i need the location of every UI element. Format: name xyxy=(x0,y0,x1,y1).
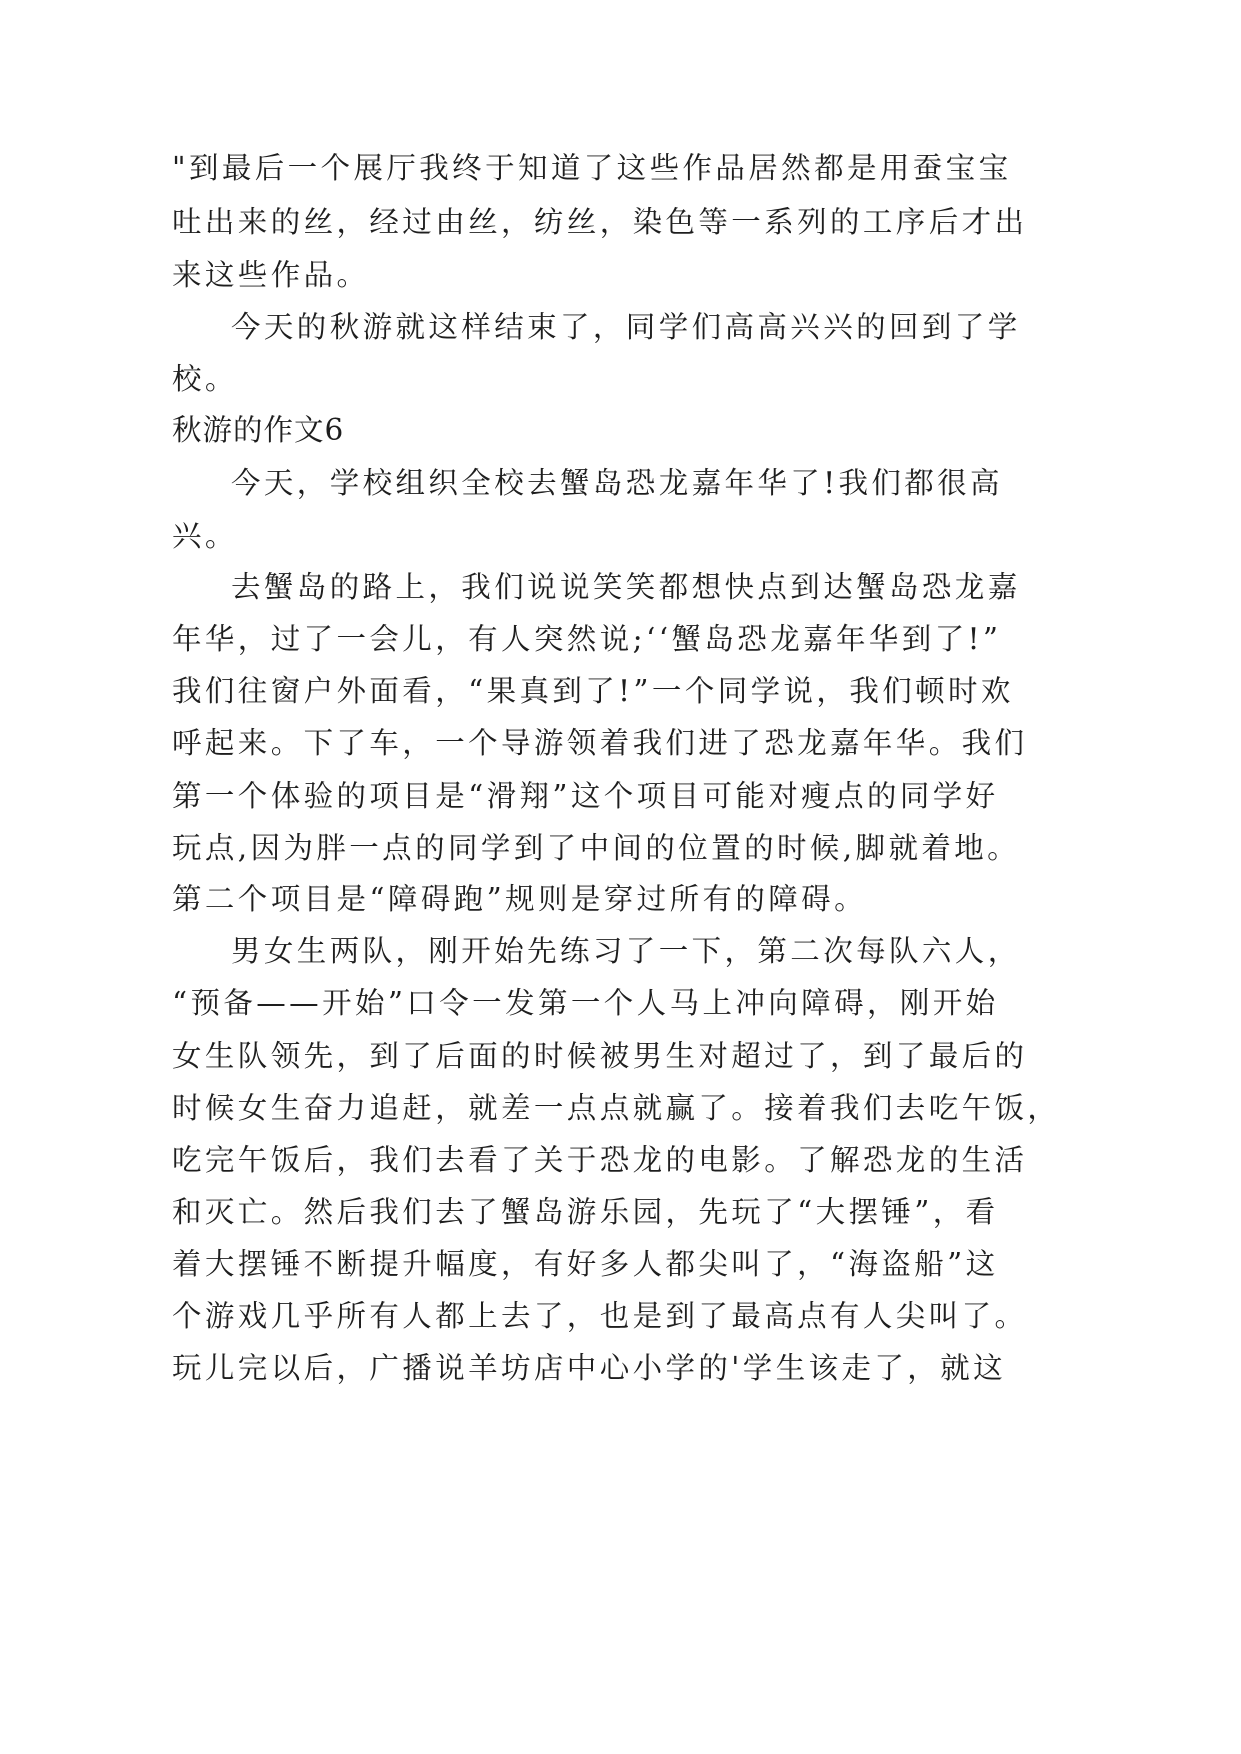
text-line xyxy=(0,350,1241,408)
line-text: 男女生两队，刚开始先练习了一下，第二次每队六人， xyxy=(231,934,1021,968)
text-line xyxy=(0,974,1241,1032)
line-text: 今天的秋游就这样结束了，同学们高高兴兴的回到了学 xyxy=(231,310,1021,344)
line-text: 吐出来的丝，经过由丝，纺丝，染色等一系列的工序后才出 xyxy=(172,205,1028,239)
text-line xyxy=(0,193,1241,251)
text-line xyxy=(0,1235,1241,1293)
line-text: 呼起来。下了车，一个导游领着我们进了恐龙嘉年华。我们 xyxy=(172,726,1028,760)
line-text: 第二个项目是“障碍跑”规则是穿过所有的障碍。 xyxy=(172,882,867,916)
text-line xyxy=(0,1183,1241,1241)
line-text: "到最后一个展厅我终于知道了这些作品居然都是用蚕宝宝 xyxy=(172,151,1012,185)
line-text: 个游戏几乎所有人都上去了，也是到了最高点有人尖叫了。 xyxy=(172,1299,1028,1333)
section-heading xyxy=(0,401,1241,459)
text-line xyxy=(0,454,1241,512)
line-text: 兴。 xyxy=(172,519,238,553)
text-line xyxy=(0,662,1241,720)
text-line xyxy=(0,1027,1241,1085)
text-line xyxy=(0,139,1241,197)
line-text: 吃完午饭后，我们去看了关于恐龙的电影。了解恐龙的生活 xyxy=(172,1143,1028,1177)
text-line xyxy=(0,1079,1241,1137)
line-text: “预备——开始”口令一发第一个人马上冲向障碍，刚开始 xyxy=(172,986,999,1020)
text-line xyxy=(0,558,1241,616)
line-text: 玩点,因为胖一点的同学到了中间的位置的时候,脚就着地。 xyxy=(172,831,1021,865)
line-text: 去蟹岛的路上，我们说说笑笑都想快点到达蟹岛恐龙嘉 xyxy=(231,570,1021,604)
line-text: 今天，学校组织全校去蟹岛恐龙嘉年华了!我们都很高 xyxy=(231,466,1003,500)
line-text: 和灭亡。然后我们去了蟹岛游乐园，先玩了“大摆锤”，看 xyxy=(172,1195,999,1229)
text-line xyxy=(0,714,1241,772)
line-text: 第一个体验的项目是“滑翔”这个项目可能对瘦点的同学好 xyxy=(172,779,999,813)
line-text: 时候女生奋力追赶，就差一点点就赢了。接着我们去吃午饭， xyxy=(172,1091,1061,1125)
text-line xyxy=(0,1339,1241,1397)
line-text: 校。 xyxy=(172,362,238,396)
text-line xyxy=(0,246,1241,304)
text-line xyxy=(0,1131,1241,1189)
text-line xyxy=(0,298,1241,356)
section-title: 秋游的作文6 xyxy=(172,413,345,447)
text-line xyxy=(0,870,1241,928)
line-text: 着大摆锤不断提升幅度，有好多人都尖叫了，“海盗船”这 xyxy=(172,1247,999,1281)
line-text: 年华，过了一会儿，有人突然说;‘‘蟹岛恐龙嘉年华到了!” xyxy=(172,622,1002,656)
text-line xyxy=(0,922,1241,980)
line-text: 玩儿完以后，广播说羊坊店中心小学的'学生该走了，就这 xyxy=(172,1351,1007,1385)
text-line xyxy=(0,767,1241,825)
text-line xyxy=(0,610,1241,668)
text-line xyxy=(0,507,1241,565)
text-line xyxy=(0,1287,1241,1345)
line-text: 我们往窗户外面看，“果真到了!”一个同学说，我们顿时欢 xyxy=(172,674,1014,708)
line-text: 来这些作品。 xyxy=(172,258,370,292)
line-text: 女生队领先，到了后面的时候被男生对超过了，到了最后的 xyxy=(172,1039,1028,1073)
text-line xyxy=(0,819,1241,877)
